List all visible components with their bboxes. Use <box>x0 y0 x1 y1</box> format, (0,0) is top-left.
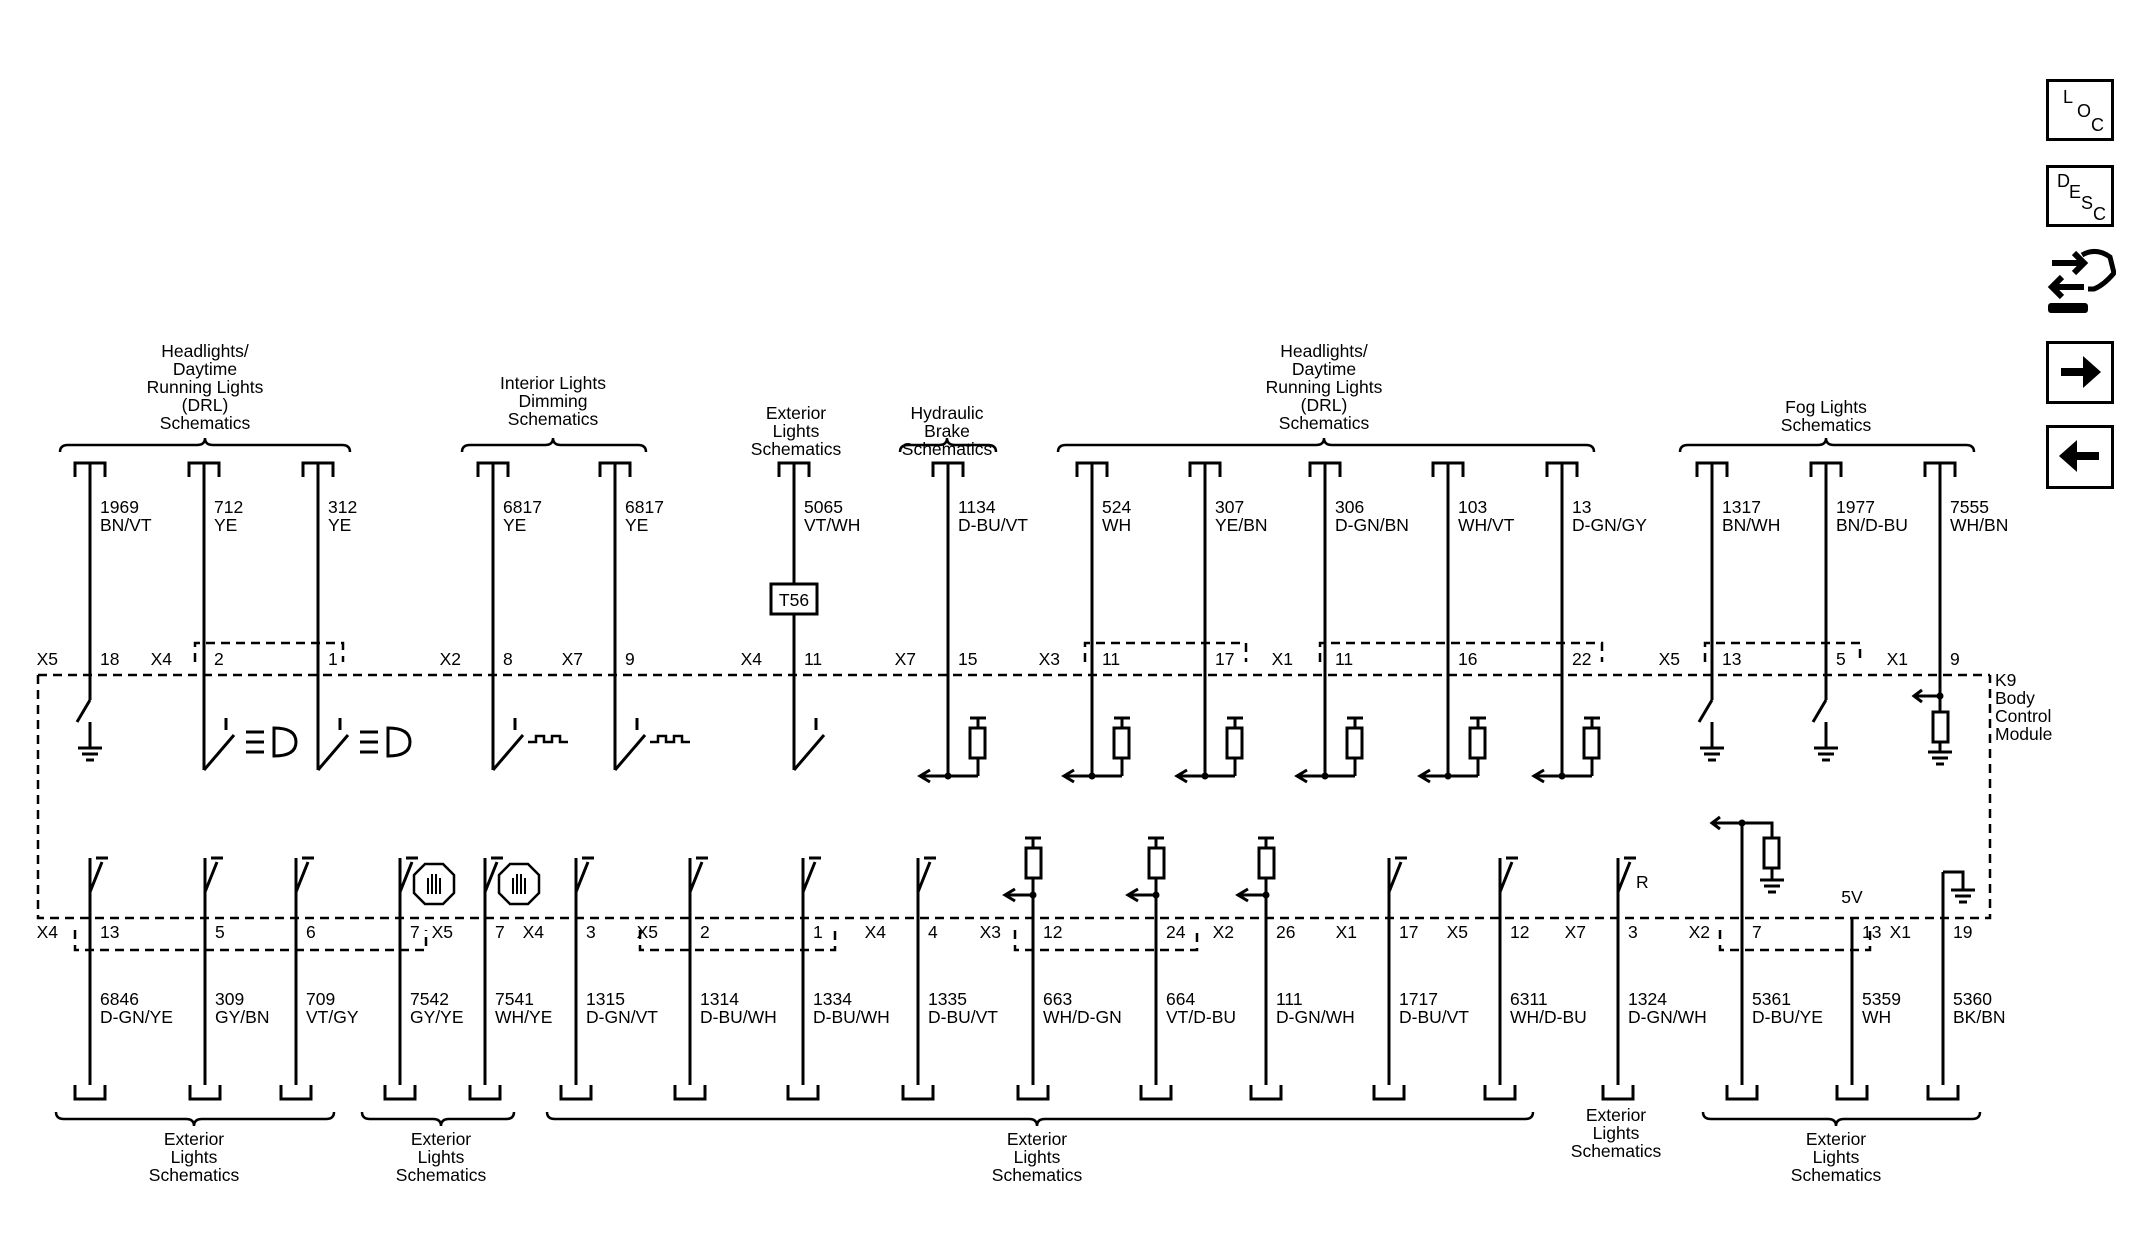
ground-symbol <box>1943 872 1975 902</box>
loc-letter-o: O <box>2077 101 2092 121</box>
bottom-terminal <box>1837 1085 1867 1099</box>
junction-dot <box>1322 773 1329 780</box>
wire-color: D-BU/WH <box>813 1007 890 1027</box>
bottom-terminal <box>903 1085 933 1099</box>
pin-number: 2 <box>214 649 224 669</box>
resistor <box>1026 848 1041 878</box>
top-group-label: Schematics <box>901 439 993 459</box>
bottom-terminal <box>385 1085 415 1099</box>
connector-label: X1 <box>1271 649 1293 669</box>
bottom-group-label: Exterior <box>163 1129 225 1149</box>
top-group-label: Headlights/ <box>161 341 249 361</box>
wire-color: WH <box>1862 1007 1892 1027</box>
switch-contact <box>204 705 234 770</box>
bottom-terminal <box>1485 1085 1515 1099</box>
pwm-icon <box>528 736 568 742</box>
ground-symbol <box>78 722 102 760</box>
top-group-label: Daytime <box>1291 359 1357 379</box>
driver-output <box>1005 878 1033 901</box>
circuit-number: 1334 <box>813 989 852 1009</box>
wire-color: WH/D-GN <box>1043 1007 1122 1027</box>
headlamp-icon <box>246 728 296 756</box>
top-brace <box>1680 438 1974 452</box>
bottom-terminal <box>1251 1085 1281 1099</box>
wire-color: YE <box>214 515 238 535</box>
top-group-label: Brake <box>924 421 970 441</box>
bottom-group-label: Lights <box>1592 1123 1640 1143</box>
circuit-number: 1314 <box>700 989 739 1009</box>
connector-label: X2 <box>439 649 461 669</box>
resistor <box>1584 728 1599 758</box>
pin-number: 17 <box>1215 649 1235 669</box>
connector-label: X5 <box>636 922 658 942</box>
wire-color: YE <box>328 515 352 535</box>
bottom-brace <box>362 1112 514 1126</box>
junction-dot <box>1445 773 1452 780</box>
wire-color: YE <box>625 515 649 535</box>
circuit-number: 309 <box>215 989 245 1009</box>
bottom-terminal <box>1141 1085 1171 1099</box>
top-group-label: Running Lights <box>1265 377 1383 397</box>
circuit-number: 1134 <box>958 497 996 517</box>
connector-label: X7 <box>561 649 583 669</box>
bottom-terminal <box>675 1085 705 1099</box>
ground-symbol <box>1700 722 1724 760</box>
top-group-label: Lights <box>772 421 820 441</box>
wire-color: BN/VT <box>100 515 152 535</box>
connector-label: X5 <box>36 649 58 669</box>
pin-number: 7 <box>495 922 505 942</box>
input-arrow <box>1914 690 1940 712</box>
wire-color: WH/BN <box>1950 515 2009 535</box>
top-group-label: (DRL) <box>181 395 229 415</box>
top-brace <box>60 438 350 452</box>
wire-color: WH/VT <box>1458 515 1515 535</box>
connector-label: X4 <box>36 922 58 942</box>
top-group-label: (DRL) <box>1300 395 1348 415</box>
bottom-group-label: Lights <box>417 1147 465 1167</box>
wire-color: D-GN/WH <box>1276 1007 1355 1027</box>
wire-color: GY/YE <box>410 1007 464 1027</box>
pin-number: 2 <box>700 922 710 942</box>
top-group-label: Hydraulic <box>910 403 984 423</box>
junction-dot <box>1089 773 1096 780</box>
bottom-terminal <box>1603 1085 1633 1099</box>
bottom-terminal <box>1018 1085 1048 1099</box>
pin-number: 17 <box>1399 922 1419 942</box>
wire-color: D-BU/YE <box>1752 1007 1823 1027</box>
circuit-number: 1324 <box>1628 989 1667 1009</box>
connector-label: X1 <box>1335 922 1357 942</box>
circuit-number: 709 <box>306 989 336 1009</box>
arrow-left-icon <box>2049 428 2111 486</box>
bottom-group-label: Lights <box>1812 1147 1860 1167</box>
switch-contact <box>803 858 821 892</box>
bottom-terminal <box>1374 1085 1404 1099</box>
pin-number: 5 <box>1836 649 1846 669</box>
bottom-group-label: Schematics <box>395 1165 487 1185</box>
top-group-label: Schematics <box>1780 415 1872 435</box>
desc-letter-c: C <box>2093 204 2106 224</box>
bottom-group-label: Lights <box>170 1147 218 1167</box>
wire-color: GY/BN <box>215 1007 270 1027</box>
resistor <box>1470 728 1485 758</box>
top-group-label: Schematics <box>750 439 842 459</box>
junction-dot <box>1559 773 1566 780</box>
module-label: Control <box>1995 706 2052 726</box>
top-group-label: Schematics <box>507 409 599 429</box>
wire-color: VT/D-BU <box>1166 1007 1236 1027</box>
pin-number: 12 <box>1043 922 1063 942</box>
wire-color: BN/WH <box>1722 515 1781 535</box>
bottom-terminal <box>561 1085 591 1099</box>
ground-symbol <box>1760 868 1784 892</box>
switch-contact <box>690 858 708 892</box>
resistor <box>1149 848 1164 878</box>
circuit-number: 1315 <box>586 989 625 1009</box>
pin-number: 13 <box>1862 922 1882 942</box>
bottom-group-label: Schematics <box>1570 1141 1662 1161</box>
circuit-number: 524 <box>1102 497 1132 517</box>
next-page-button[interactable] <box>2046 341 2114 404</box>
junction-dot <box>1153 892 1160 899</box>
resistor <box>1933 712 1948 742</box>
wire-color: WH <box>1102 515 1132 535</box>
component-locator-button[interactable] <box>2044 245 2116 320</box>
reverse-label: R <box>1636 872 1649 892</box>
circuit-number: 6817 <box>625 497 664 517</box>
junction-dot <box>1202 773 1209 780</box>
top-group-label: Fog Lights <box>1785 397 1867 417</box>
wire-color: D-GN/VT <box>586 1007 658 1027</box>
bottom-brace <box>56 1112 334 1126</box>
top-group-label: Daytime <box>172 359 238 379</box>
wire-color: VT/WH <box>804 515 861 535</box>
arrow-right-icon <box>2049 344 2111 401</box>
resistor <box>970 728 985 758</box>
junction-dot <box>1937 693 1944 700</box>
pin-number: 13 <box>100 922 120 942</box>
switch-contact <box>918 858 936 892</box>
previous-page-button[interactable] <box>2046 425 2114 489</box>
top-group-label: Exterior <box>765 403 827 423</box>
top-brace <box>462 438 646 452</box>
bottom-brace <box>1703 1112 1980 1126</box>
loc-letter-c: C <box>2091 115 2104 135</box>
bottom-group-label: Exterior <box>1805 1129 1867 1149</box>
wire-color: WH/D-BU <box>1510 1007 1587 1027</box>
pin-number: 6 <box>306 922 316 942</box>
switch-contact <box>576 858 594 892</box>
desc-letter-d: D <box>2057 171 2070 191</box>
wire-color: D-BU/VT <box>928 1007 998 1027</box>
circuit-number: 663 <box>1043 989 1073 1009</box>
top-group-label: Running Lights <box>146 377 264 397</box>
pin-number: 1 <box>813 922 823 942</box>
bottom-group-label: Schematics <box>991 1165 1083 1185</box>
connector-label: X4 <box>150 649 172 669</box>
wire-color: D-GN/WH <box>1628 1007 1707 1027</box>
pin-number: 9 <box>625 649 635 669</box>
bottom-terminal <box>1727 1085 1757 1099</box>
circuit-number: 1717 <box>1399 989 1438 1009</box>
switch-contact <box>1618 858 1636 892</box>
pin-number: 7 <box>410 922 420 942</box>
connector-label: X7 <box>894 649 916 669</box>
loc-letter-l: L <box>2063 87 2074 107</box>
module-boundary <box>38 675 1990 918</box>
headlamp-icon <box>360 728 410 756</box>
bottom-terminal <box>190 1085 220 1099</box>
junction-dot <box>1263 892 1270 899</box>
stop-hand-fingers <box>428 874 440 894</box>
circuit-number: 712 <box>214 497 244 517</box>
wire-color: D-BU/WH <box>700 1007 777 1027</box>
pin-number: 24 <box>1166 922 1186 942</box>
connector-label: X2 <box>1212 922 1234 942</box>
pin-number: 16 <box>1458 649 1478 669</box>
top-group-label: Headlights/ <box>1280 341 1368 361</box>
circuit-number: 6846 <box>100 989 139 1009</box>
wire-color: D-GN/BN <box>1335 515 1409 535</box>
connector-label: X5 <box>431 922 453 942</box>
circuit-number: 1969 <box>100 497 139 517</box>
circuit-number: 5359 <box>1862 989 1901 1009</box>
connector-label: X4 <box>740 649 762 669</box>
stop-hand-icon <box>499 864 539 904</box>
connector-label: X1 <box>1889 922 1911 942</box>
resistor <box>1347 728 1362 758</box>
junction-dot <box>1739 820 1746 827</box>
pin-number: 12 <box>1510 922 1530 942</box>
wire-color: VT/GY <box>306 1007 359 1027</box>
wire-color: D-GN/GY <box>1572 515 1647 535</box>
switch-contact <box>1699 700 1712 722</box>
pin-number: 7 <box>1752 922 1762 942</box>
desc-letter-e: E <box>2069 182 2082 202</box>
bottom-brace <box>547 1112 1533 1126</box>
circuit-number: 6817 <box>503 497 542 517</box>
top-group-label: Interior Lights <box>499 373 607 393</box>
connector-label: X7 <box>1564 922 1586 942</box>
pin-number: 13 <box>1722 649 1742 669</box>
junction-dot <box>945 773 952 780</box>
driver-output <box>1238 878 1266 901</box>
switch-contact <box>1389 858 1407 892</box>
connector-label: X4 <box>522 922 544 942</box>
circuit-number: 7541 <box>495 989 534 1009</box>
circuit-number: 306 <box>1335 497 1365 517</box>
bottom-terminal <box>788 1085 818 1099</box>
circuit-number: 312 <box>328 497 358 517</box>
wire-color: D-GN/YE <box>100 1007 173 1027</box>
resistor <box>1259 848 1274 878</box>
pin-number: 26 <box>1276 922 1296 942</box>
circuit-number: 1977 <box>1836 497 1875 517</box>
circuit-number: 307 <box>1215 497 1245 517</box>
connector-label: X5 <box>1446 922 1468 942</box>
circuit-number: 7555 <box>1950 497 1989 517</box>
voltage-label: 5V <box>1841 887 1863 907</box>
top-group-label: Schematics <box>159 413 251 433</box>
pin-number: 15 <box>958 649 978 669</box>
circuit-number: 7542 <box>410 989 449 1009</box>
stop-hand-icon <box>414 864 454 904</box>
switch-contact <box>77 700 90 722</box>
switch-contact <box>1813 700 1826 722</box>
bottom-group-label: Exterior <box>410 1129 472 1149</box>
switch-contact <box>615 705 645 770</box>
wire-color: YE/BN <box>1215 515 1268 535</box>
wire-color: D-BU/VT <box>958 515 1028 535</box>
resistor <box>1227 728 1242 758</box>
circuit-number: 5360 <box>1953 989 1992 1009</box>
switch-contact <box>318 705 348 770</box>
bottom-group-label: Exterior <box>1006 1129 1068 1149</box>
pin-number: 3 <box>586 922 596 942</box>
pin-number: 11 <box>1335 649 1354 669</box>
circuit-number: 5361 <box>1752 989 1791 1009</box>
switch-contact <box>794 705 824 770</box>
circuit-number: 1335 <box>928 989 967 1009</box>
switch-contact <box>1500 858 1518 892</box>
resistor <box>1114 728 1129 758</box>
pwm-icon <box>650 736 690 742</box>
pin-number: 11 <box>804 649 823 669</box>
connector-group-outline <box>75 930 426 950</box>
connector-label: X4 <box>864 922 886 942</box>
top-group-label: Schematics <box>1278 413 1370 433</box>
switch-contact <box>296 858 314 892</box>
connector-label: X2 <box>1688 922 1710 942</box>
connector-label: X1 <box>1886 649 1908 669</box>
ground-symbol <box>1814 722 1838 760</box>
bottom-terminal <box>281 1085 311 1099</box>
module-label: Body <box>1995 688 2035 708</box>
pin-number: 9 <box>1950 649 1960 669</box>
circuit-number: 111 <box>1276 989 1303 1009</box>
resistor <box>1764 838 1779 868</box>
circuit-number: 5065 <box>804 497 843 517</box>
wire-color: WH/YE <box>495 1007 553 1027</box>
pin-number: 18 <box>100 649 120 669</box>
bottom-group-label: Schematics <box>148 1165 240 1185</box>
bottom-terminal <box>470 1085 500 1099</box>
switch-contact <box>90 858 108 892</box>
circuit-number: 6311 <box>1510 989 1548 1009</box>
module-label: K9 <box>1995 670 2017 690</box>
bottom-terminal <box>1928 1085 1958 1099</box>
pin-number: 19 <box>1953 922 1973 942</box>
pin-number: 8 <box>503 649 513 669</box>
pin-number: 4 <box>928 922 938 942</box>
connector-label: X5 <box>1658 649 1680 669</box>
junction-dot <box>1030 892 1037 899</box>
top-brace <box>1058 438 1594 452</box>
wire-color: BN/D-BU <box>1836 515 1908 535</box>
pin-number: 1 <box>328 649 338 669</box>
driver-output <box>1128 878 1156 901</box>
switch-contact <box>205 858 223 892</box>
pin-number: 3 <box>1628 922 1638 942</box>
module-label: Module <box>1995 724 2053 744</box>
pin-number: 5 <box>215 922 225 942</box>
circuit-number: 1317 <box>1722 497 1761 517</box>
connector-label: X3 <box>979 922 1001 942</box>
circuit-number: 103 <box>1458 497 1488 517</box>
bottom-group-label: Lights <box>1013 1147 1061 1167</box>
bottom-terminal <box>75 1085 105 1099</box>
pin-number: 22 <box>1572 649 1592 669</box>
wire-color: BK/BN <box>1953 1007 2006 1027</box>
ground-symbol <box>1928 742 1952 764</box>
connector-label: X3 <box>1038 649 1060 669</box>
top-group-label: Dimming <box>518 391 588 411</box>
splice-label: T56 <box>778 590 810 610</box>
wire-color: YE <box>503 515 527 535</box>
stop-hand-fingers <box>513 874 525 894</box>
switch-contact <box>493 705 523 770</box>
circuit-number: 13 <box>1572 497 1592 517</box>
connector-group-outline <box>640 930 835 950</box>
loc-button[interactable] <box>2046 79 2114 141</box>
wire-color: D-BU/VT <box>1399 1007 1469 1027</box>
connector-hand-icon <box>2044 245 2116 320</box>
desc-letter-s: S <box>2081 193 2094 213</box>
desc-button[interactable] <box>2046 165 2114 227</box>
circuit-number: 664 <box>1166 989 1196 1009</box>
pin-number: 11 <box>1102 649 1121 669</box>
bottom-group-label: Exterior <box>1585 1105 1647 1125</box>
bottom-group-label: Schematics <box>1790 1165 1882 1185</box>
